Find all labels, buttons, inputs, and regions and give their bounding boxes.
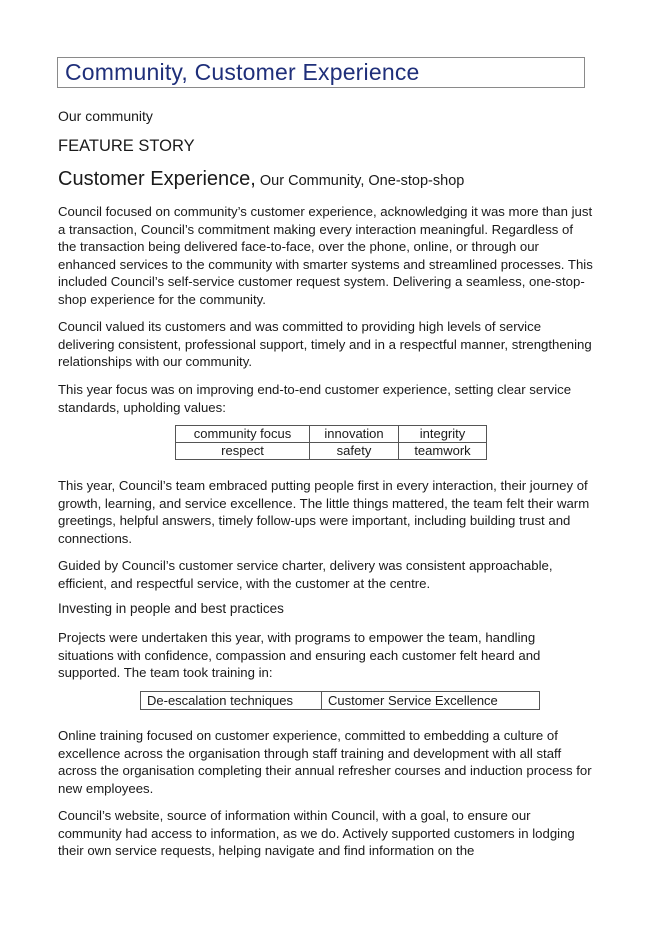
table-cell: De-escalation techniques bbox=[141, 692, 322, 710]
page-title: Community, Customer Experience bbox=[65, 59, 420, 85]
paragraph-team: This year, Council’s team embraced putting people first in every interaction, their journey of growth, learning, and service excellence. The little things mattered, the team felt their warm greetings, helpful answers, timely follow-ups were important, including building trust and connections. bbox=[58, 478, 590, 546]
table-cell: community focus bbox=[176, 426, 310, 443]
table-row bbox=[176, 443, 487, 460]
paragraph-projects: Projects were undertaken this year, with programs to empower the team, handling situations with confidence, compassion and ensuring each customer felt heard and supported. The team took training in: bbox=[58, 630, 541, 681]
story-title: Customer Experience, bbox=[58, 168, 256, 190]
paragraph-online-training: Online training focused on customer experience, committed to embedding a culture of excellence across the organisation through staff training and development with all staff across the organisation completing their annual refresher courses and induction process for new employees. bbox=[58, 728, 592, 796]
values-table bbox=[175, 425, 487, 460]
paragraph-website: Council’s website, source of information within Council, with a goal, to ensure our community had access to information, as we do. Actively supported customers in lodging their own service requests, helping navigate and find information on the bbox=[58, 808, 575, 859]
feature-story-label: FEATURE STORY bbox=[58, 137, 195, 155]
paragraph-focus: This year focus was on improving end-to-end customer experience, setting clear service standards, upholding values: bbox=[58, 382, 572, 415]
section-label: Our community bbox=[58, 108, 153, 124]
paragraph-charter: Guided by Council’s customer service charter, delivery was consistent approachable, efficient, and respectful service, with the customer at the centre. bbox=[58, 558, 553, 591]
subheading: Investing in people and best practices bbox=[58, 601, 284, 616]
table-cell: respect bbox=[176, 443, 310, 460]
training-table bbox=[140, 691, 540, 710]
table-row bbox=[141, 692, 540, 710]
table-cell: integrity bbox=[399, 426, 487, 443]
page-title-box bbox=[57, 57, 585, 88]
table-cell: safety bbox=[310, 443, 399, 460]
table-cell: teamwork bbox=[399, 443, 487, 460]
story-heading bbox=[58, 168, 464, 191]
table-cell: Customer Service Excellence bbox=[322, 692, 540, 710]
story-subtitle: Our Community, One-stop-shop bbox=[255, 173, 465, 189]
table-cell: innovation bbox=[310, 426, 399, 443]
paragraph-intro: Council focused on community’s customer experience, acknowledging it was more than just a transaction, Council’s commitment making every interaction meaningful. Regardless of the transaction being delivered face-to-face, over the phone, online, or through our enhanced services to the community with smarter systems and streamlined processes. This included Council’s self-service customer request system. Delivering a seamless, one-stop-shop experience for the community. bbox=[58, 204, 593, 307]
paragraph-values: Council valued its customers and was committed to providing high levels of service delivering consistent, professional support, timely and in a respectful manner, strengthening relationships with our community. bbox=[58, 319, 592, 370]
table-row bbox=[176, 426, 487, 443]
